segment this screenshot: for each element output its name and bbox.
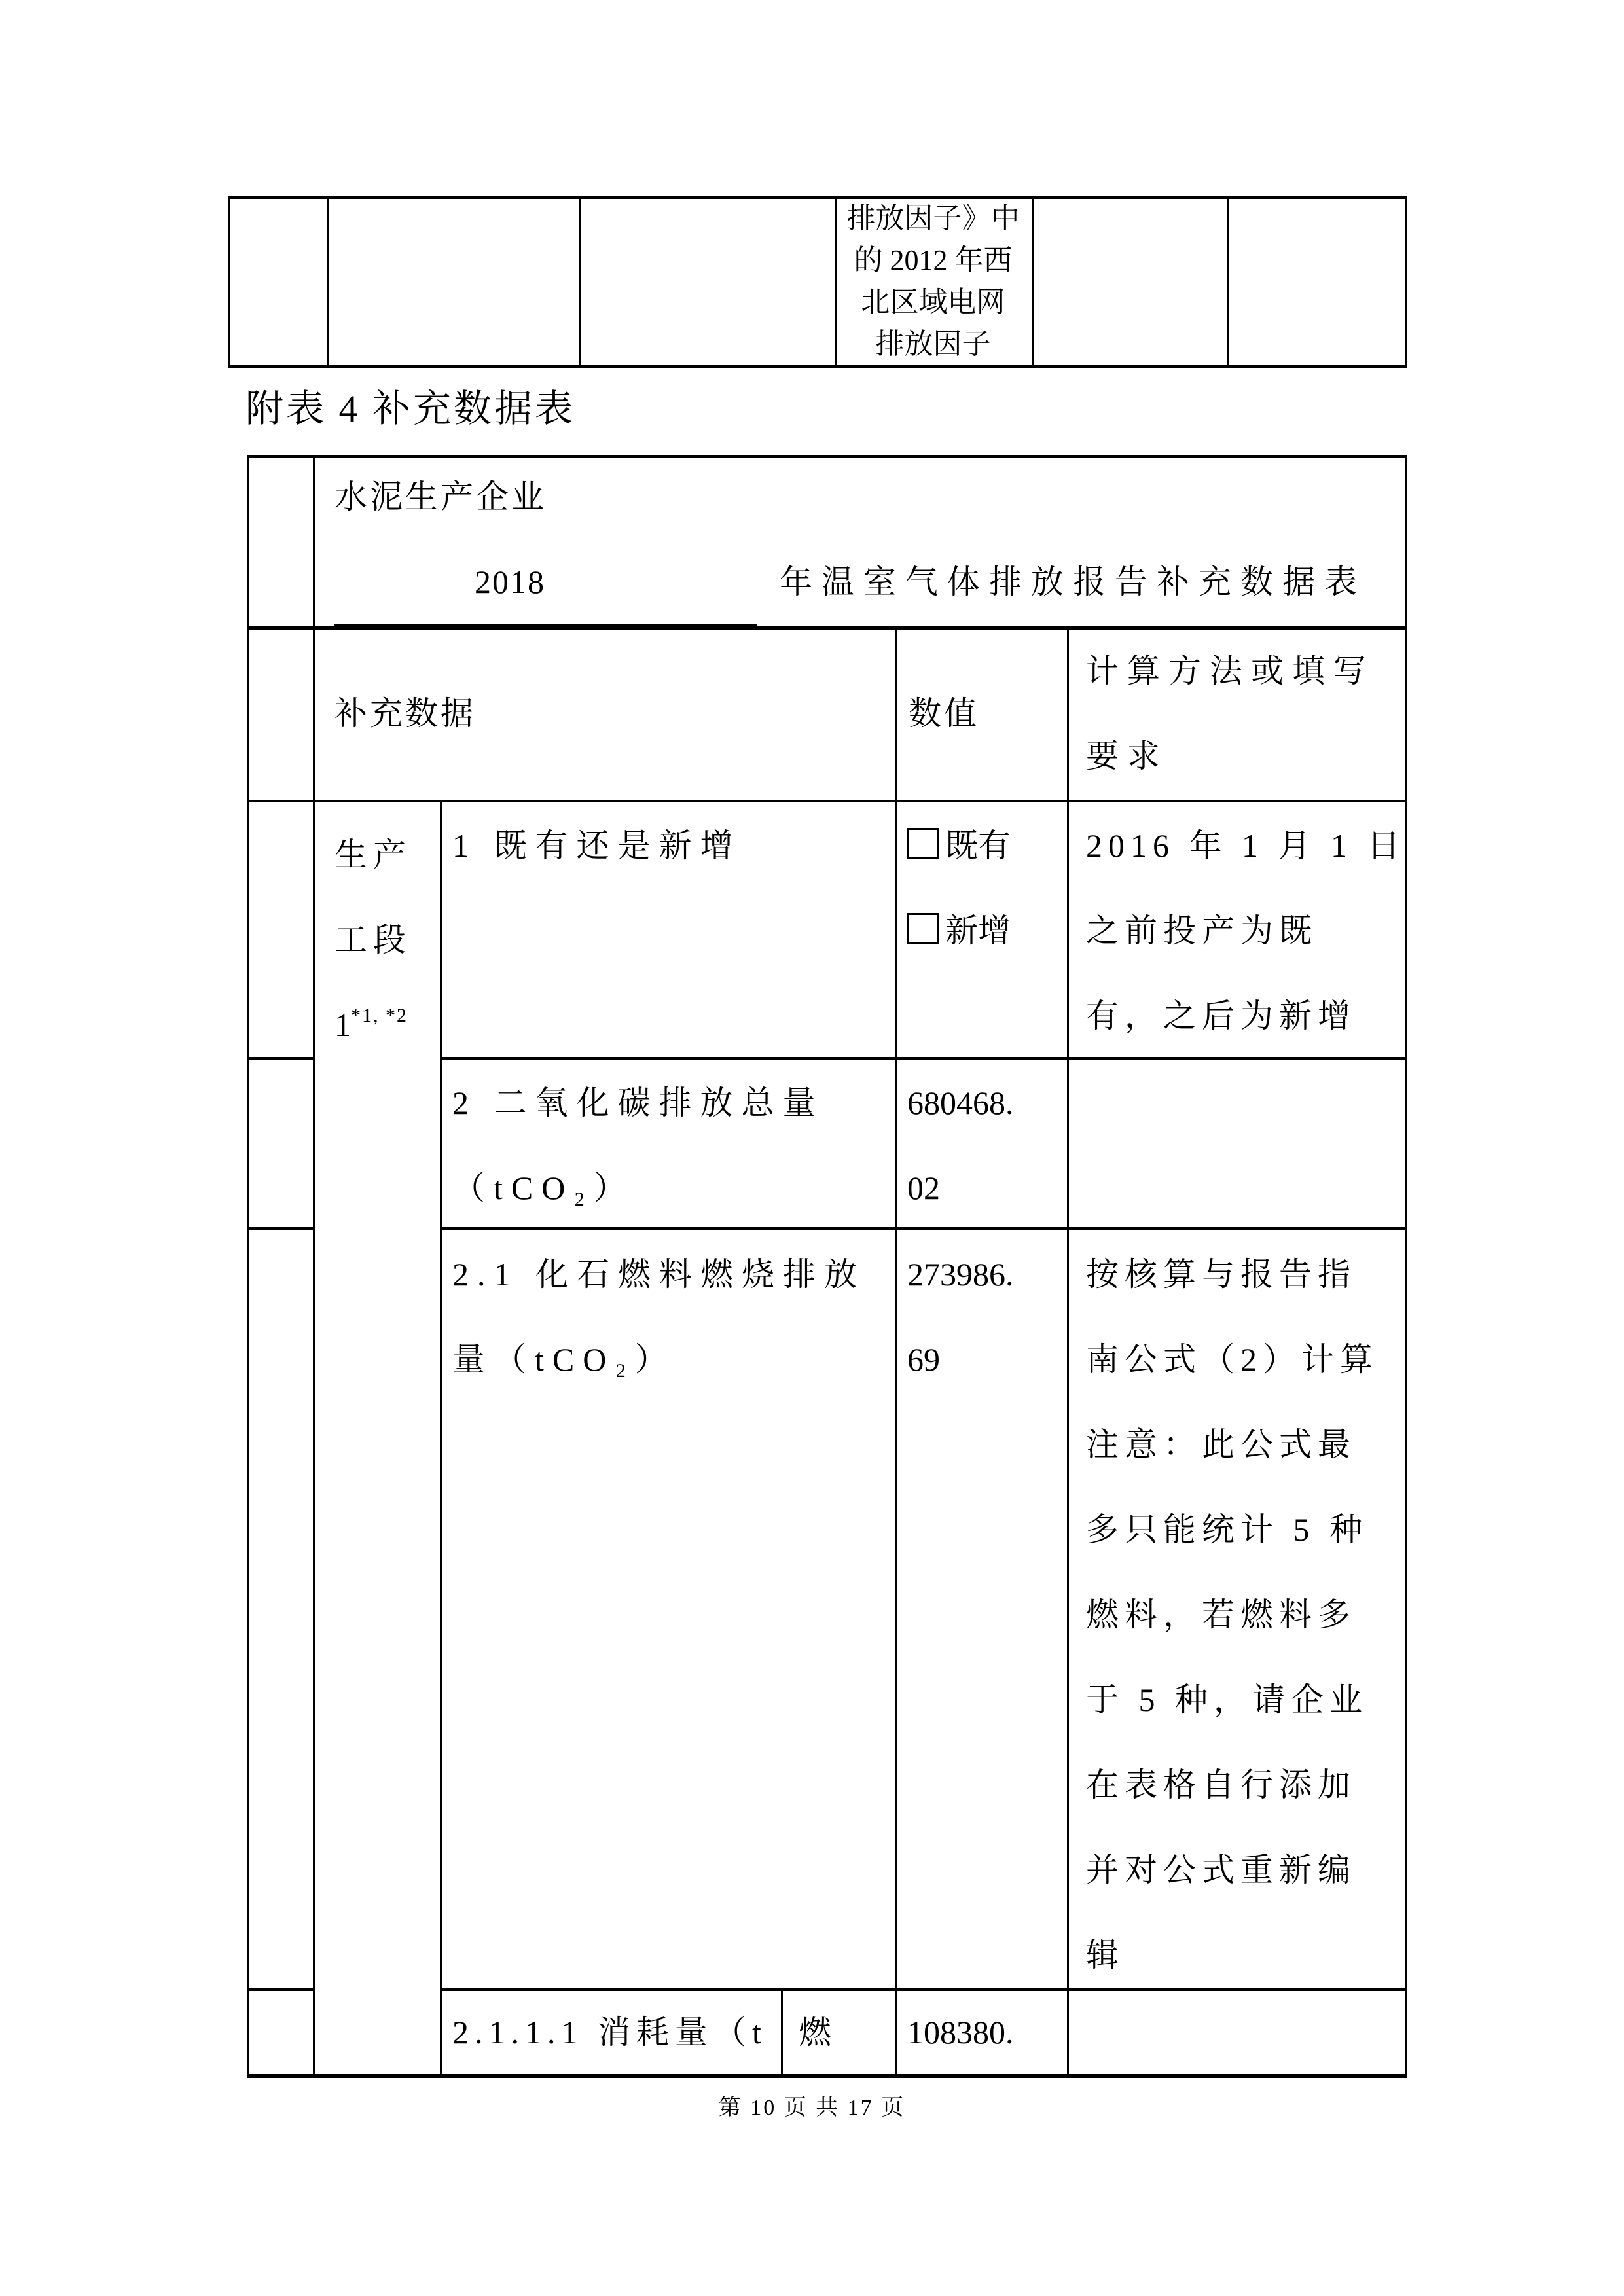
text-line: 273986. xyxy=(907,1256,1014,1293)
table-border-left xyxy=(247,455,249,2078)
text-line: 的 2012 年西 xyxy=(854,243,1013,276)
text-line: 北区域电网 xyxy=(861,285,1005,318)
grid-line xyxy=(579,196,581,368)
text-line: 燃料，若燃料多 xyxy=(1086,1596,1356,1633)
row-line xyxy=(247,800,1407,802)
page-footer: 第 10 页 共 17 页 xyxy=(718,2096,906,2120)
method-cell-row3 xyxy=(1069,1232,1420,1986)
checkbox-existing[interactable] xyxy=(907,828,939,859)
table-border-bottom xyxy=(228,365,1407,368)
appendix-table-heading: 附表 4 补充数据表 xyxy=(245,387,576,430)
text-line: 按核算与报告指 xyxy=(1086,1256,1356,1293)
fuel-label: 燃 xyxy=(799,2013,831,2051)
row-line xyxy=(247,1227,313,1230)
text-line: 南公式（2）计算 xyxy=(1086,1341,1379,1378)
grid-emission-factor-cell xyxy=(835,199,1032,365)
text-line: 要求 xyxy=(1086,737,1168,774)
value-cell-row3 xyxy=(897,1232,1077,1986)
title-suffix: 年温室气体排放报告补充数据表 xyxy=(780,564,1366,600)
value-cell-row1 xyxy=(897,803,1077,1055)
value-cell-row4 xyxy=(897,1991,1077,2073)
grid-line xyxy=(228,196,230,368)
item-label: 1 既有还是新增 xyxy=(452,827,742,864)
header-method-cell xyxy=(1069,630,1420,797)
title-company: 水泥生产企业 xyxy=(334,478,547,515)
item-cell-row2 xyxy=(442,1060,901,1225)
item-cell-row4 xyxy=(442,1991,789,2073)
text-line: 量（tCO₂） xyxy=(452,1341,676,1378)
row-line xyxy=(247,1057,313,1060)
grid-line xyxy=(1227,196,1229,368)
checkbox-existing-label: 既有 xyxy=(945,827,1011,864)
text-line: 680468. xyxy=(907,1085,1014,1121)
method-cell-row1 xyxy=(1069,803,1420,1055)
header-data-cell xyxy=(315,630,911,797)
table-border-top xyxy=(228,196,1407,199)
text-line: 辑 xyxy=(1086,1937,1125,1973)
item-label: 2.1.1.1 消耗量（t xyxy=(452,2013,767,2051)
header-value-label: 数值 xyxy=(909,694,979,732)
text-line: 2 二氧化碳排放总量 xyxy=(452,1085,824,1121)
grid-line xyxy=(1032,196,1034,368)
table-title-cell xyxy=(315,457,1421,624)
value-cell-row2 xyxy=(897,1060,1077,1225)
section-index-line xyxy=(334,982,408,1067)
text-line: 排放因子》中 xyxy=(846,202,1020,234)
fuel-sub-cell-row4 xyxy=(783,1991,909,2073)
text-line: 于 5 种，请企业 xyxy=(1086,1681,1368,1718)
item-cell-row1 xyxy=(442,803,901,1055)
text-line: 并对公式重新编 xyxy=(1086,1852,1356,1888)
title-year-line xyxy=(334,539,1366,627)
row-line xyxy=(247,1988,313,1991)
year-blank-field[interactable]: 2018 xyxy=(334,539,757,627)
text-line: （tCO₂） xyxy=(452,1170,635,1206)
text-line: 2.1 化石燃料燃烧排放 xyxy=(452,1256,865,1293)
supplement-data-table xyxy=(247,455,1407,2078)
checkbox-option-new xyxy=(907,888,1011,973)
header-value-cell xyxy=(897,630,1079,797)
grid-line xyxy=(1405,196,1407,368)
text-line: 计算方法或填写 xyxy=(1086,652,1375,689)
text-line: 02 xyxy=(907,1170,940,1206)
section-label-cell xyxy=(315,803,459,2082)
header-data-label: 补充数据 xyxy=(334,694,476,732)
carryover-table xyxy=(228,196,1407,368)
value-text: 108380. xyxy=(907,2013,1014,2051)
text-line: 2016 年 1 月 1 日 xyxy=(1086,827,1406,864)
checkbox-new[interactable] xyxy=(907,913,939,944)
section-line2: 工段 xyxy=(334,922,412,958)
text-line: 多只能统计 5 种 xyxy=(1086,1511,1368,1548)
item-cell-row3 xyxy=(442,1232,901,1986)
text-line: 有，之后为新增 xyxy=(1086,997,1356,1034)
section-index: 1 xyxy=(334,1007,351,1043)
text-line: 之前投产为既 xyxy=(1086,912,1318,949)
section-line1: 生产 xyxy=(334,836,412,873)
text-line: 注意：此公式最 xyxy=(1086,1426,1356,1463)
grid-line xyxy=(327,196,329,368)
text-line: 在表格自行添加 xyxy=(1086,1767,1356,1803)
text-line: 69 xyxy=(907,1341,940,1378)
checkbox-option-existing xyxy=(907,803,1011,888)
section-index-footnote: *1, *2 xyxy=(351,1005,408,1026)
checkbox-new-label: 新增 xyxy=(945,912,1011,949)
text-line: 排放因子 xyxy=(875,327,991,360)
